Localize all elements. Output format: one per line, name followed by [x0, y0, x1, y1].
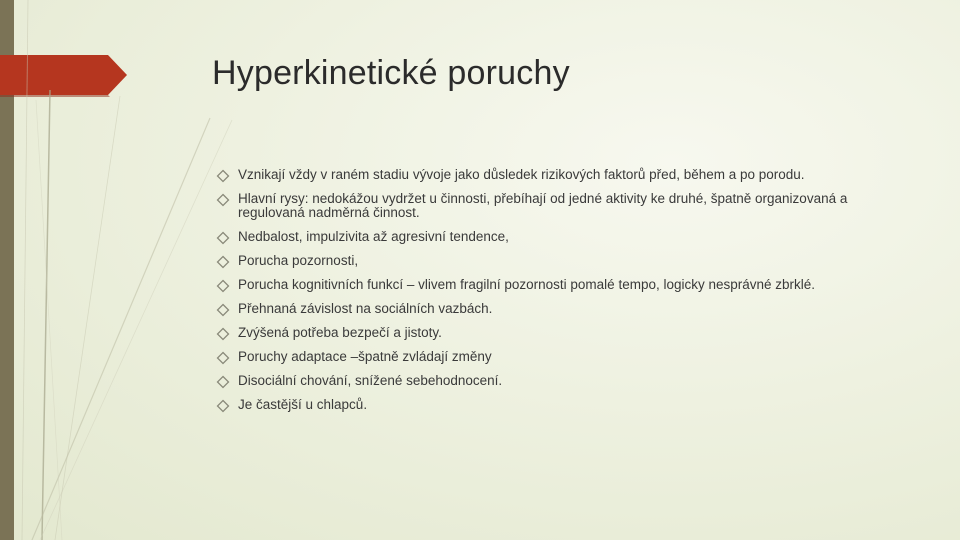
list-item [216, 168, 916, 182]
diamond-outline-icon [216, 351, 230, 365]
bullet-list [216, 168, 916, 422]
bullet-text: Je častější u chlapců. [238, 397, 368, 412]
list-item [216, 192, 916, 220]
decor-line [40, 120, 232, 540]
diamond-outline-icon [216, 255, 230, 269]
diamond-outline-icon [216, 279, 230, 293]
list-item [216, 254, 916, 268]
title-accent-tab-shadow [0, 95, 110, 97]
diamond-outline-icon [216, 231, 230, 245]
bullet-text: Vznikají vždy v raném stadiu vývoje jako důsledek rizikových faktorů před, během a po porodu. [238, 167, 805, 182]
bullet-text: Zvýšená potřeba bezpečí a jistoty. [238, 325, 442, 340]
diamond-outline-icon [216, 169, 230, 183]
diamond-outline-icon [216, 375, 230, 389]
list-item [216, 398, 916, 412]
title-accent-tab [0, 55, 127, 95]
decor-line [55, 96, 120, 540]
decor-line [32, 118, 210, 540]
list-item [216, 374, 916, 388]
list-item [216, 230, 916, 244]
slide-title: Hyperkinetické poruchy [212, 54, 570, 92]
bullet-text: Poruchy adaptace –špatně zvládají změny [238, 349, 492, 364]
list-item [216, 302, 916, 316]
bullet-text: Porucha kognitivních funkcí – vlivem fragilní pozornosti pomalé tempo, logicky nesprávné zbrklé. [238, 277, 816, 292]
bullet-text: Nedbalost, impulzivita až agresivní tendence, [238, 229, 509, 244]
bullet-text: Porucha pozornosti, [238, 253, 359, 268]
list-item [216, 350, 916, 364]
list-item [216, 326, 916, 340]
bullet-text: Hlavní rysy: nedokážou vydržet u činnosti, přebíhají od jedné aktivity ke druhé, špatně organizovaná a regulovaná nadměrná činnost. [238, 191, 848, 220]
bullet-text: Disociální chování, snížené sebehodnocení. [238, 373, 503, 388]
diamond-outline-icon [216, 399, 230, 413]
diamond-outline-icon [216, 303, 230, 317]
bullet-text: Přehnaná závislost na sociálních vazbách. [238, 301, 493, 316]
diamond-outline-icon [216, 193, 230, 207]
diamond-outline-icon [216, 327, 230, 341]
list-item [216, 278, 916, 292]
